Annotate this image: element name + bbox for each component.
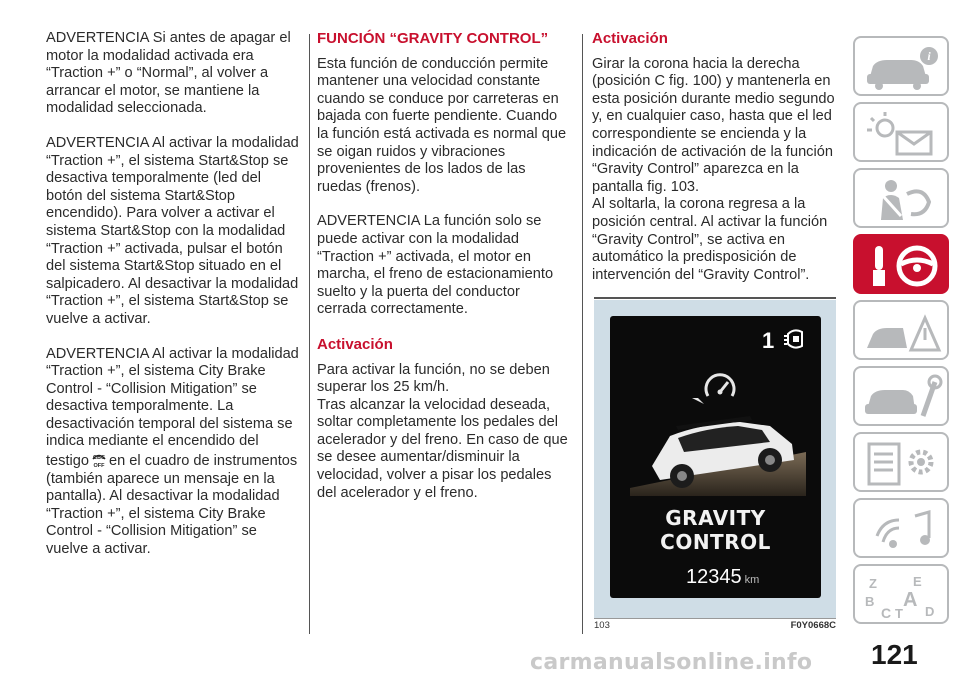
activation-ring-instructions: Girar la corona hacia la derecha (posición C fig. 100) y mantenerla en esta posición durante medio segundo y, en cualquier caso, hasta que el led correspondiente se encienda y la indicación de activación de la función “Gravity Control” aparezca en la pantalla fig. 103. — [592, 55, 835, 195]
tab-multimedia[interactable] — [853, 498, 949, 558]
gravity-control-description: Esta función de conducción permite mantener una velocidad constante cuando se conduce por carreteras en bajada con fuerte pendiente. Cuando la función está activada es normal que se oigan ruidos y vibraciones provenientes de los lados de las ruedas (frenos). — [317, 55, 567, 195]
cbc-icon-top-label: CBC — [93, 455, 105, 462]
figure-103 — [594, 300, 836, 618]
cbc-icon-bottom-label: OFF — [93, 463, 105, 470]
figure-top-rule — [594, 297, 836, 299]
gravity-control-display-text: GRAVITY CONTROL — [660, 506, 771, 554]
index-letter-e: E — [913, 574, 922, 589]
svg-text:i: i — [927, 49, 931, 63]
subheading-activation-2: Activación — [592, 30, 668, 47]
column-1 — [46, 30, 301, 576]
car-info-icon — [863, 44, 943, 92]
list-gear-icon — [863, 440, 943, 488]
warning-restore-mode: ADVERTENCIA Si antes de apagar el motor la modalidad activada era “Traction +” o “Normal”, al volver a arrancar el motor, se mantiene la modalidad seleccionada. — [46, 30, 291, 117]
subheading-activation: Activación — [317, 335, 393, 353]
watermark: carmanualsonline.info — [530, 650, 813, 675]
index-letter-a: A — [903, 589, 918, 611]
tab-starting-driving[interactable] — [853, 234, 949, 294]
index-letter-d: D — [925, 604, 935, 619]
gravity-control-led-icon — [782, 326, 810, 352]
odometer — [686, 566, 759, 589]
car-on-slope-illustration — [630, 396, 806, 496]
index-letter-z: Z — [869, 576, 877, 591]
column-divider-2 — [582, 34, 583, 634]
index-letter-b: B — [865, 594, 875, 609]
column-3 — [592, 30, 837, 301]
cbc-off-icon — [90, 451, 108, 469]
tab-safety[interactable] — [853, 168, 949, 228]
column-2 — [317, 30, 572, 519]
index-letter-c: C — [881, 605, 892, 620]
tab-maintenance[interactable] — [853, 366, 949, 426]
figure-bottom-rule — [594, 618, 836, 619]
media-note-icon — [863, 506, 943, 554]
index-letter-t: T — [895, 606, 903, 620]
instrument-display — [610, 316, 821, 598]
column-divider-1 — [309, 34, 310, 634]
tab-emergency[interactable] — [853, 300, 949, 360]
tab-vehicle-knowledge[interactable] — [853, 36, 949, 96]
warning-triangle-icon — [863, 308, 943, 356]
tab-technical-data[interactable] — [853, 432, 949, 492]
lights-envelope-icon — [863, 110, 943, 158]
figure-code: F0Y0668C — [790, 620, 836, 631]
warning-city-brake: ADVERTENCIA Al activar la modalidad “Traction +”, el sistema City Brake Control - “Collision Mitigation” se desactiva temporalmente. La desactivación temporal del sistema se indica mediante el encendido del testigo CBC OFF en el cuadro de instrumentos (también aparece un mensaje en la pantalla). Al desactivar la modalidad “Traction +”, el sistema City Brake Control - “Collision Mitigation” se vuelve a activar. — [46, 345, 299, 558]
car-wrench-icon — [863, 374, 943, 422]
tab-index[interactable] — [853, 564, 949, 624]
gear-indicator: 1 — [762, 328, 775, 353]
page-number: 121 — [871, 639, 918, 670]
activation-release: Al soltarla, la corona regresa a la posición central. Al activar la función “Gravity Control”, se activa en automático la predisposición de intervención del “Gravity Control”. — [592, 196, 828, 283]
gravity-control-warning: ADVERTENCIA La función solo se puede activar con la modalidad “Traction +” activada, el motor en marcha, el freno de estacionamiento suelto y la puerta del conductor cerrada correctamente. — [317, 213, 554, 318]
figure-number: 103 — [594, 620, 610, 631]
warning-start-stop: ADVERTENCIA Al activar la modalidad “Traction +”, el sistema Start&Stop se desactiva temporalmente (led del botón del sistema Start&Stop encendido). Para volver a activar el sistema Start&Stop con la modalidad “Traction +” activada, pulsar el botón del sistema Start&Stop situado en el salpicadero. Al desactivar la modalidad “Traction +”, el sistema Start&Stop se vuelve a activar. — [46, 134, 299, 327]
activation-speed-limit: Para activar la función, no se deben superar los 25 km/h. — [317, 361, 550, 396]
figure-caption — [594, 620, 836, 631]
section-heading-gravity-control: FUNCIÓN “GRAVITY CONTROL” — [317, 30, 549, 47]
tab-lights-warnings[interactable] — [853, 102, 949, 162]
activation-pedals: Tras alcanzar la velocidad deseada, soltar completamente los pedales del acelerador y del freno. En caso de que se desee aumentar/disminuir la velocidad, volver a pisar los pedales del acelerador y el freno. — [317, 396, 568, 501]
odometer-value: 12345 — [686, 566, 742, 588]
alphabet-index-icon — [863, 572, 943, 620]
odometer-unit: km — [744, 574, 760, 586]
key-steering-wheel-icon — [863, 242, 943, 290]
seatbelt-airbag-icon — [863, 176, 943, 224]
